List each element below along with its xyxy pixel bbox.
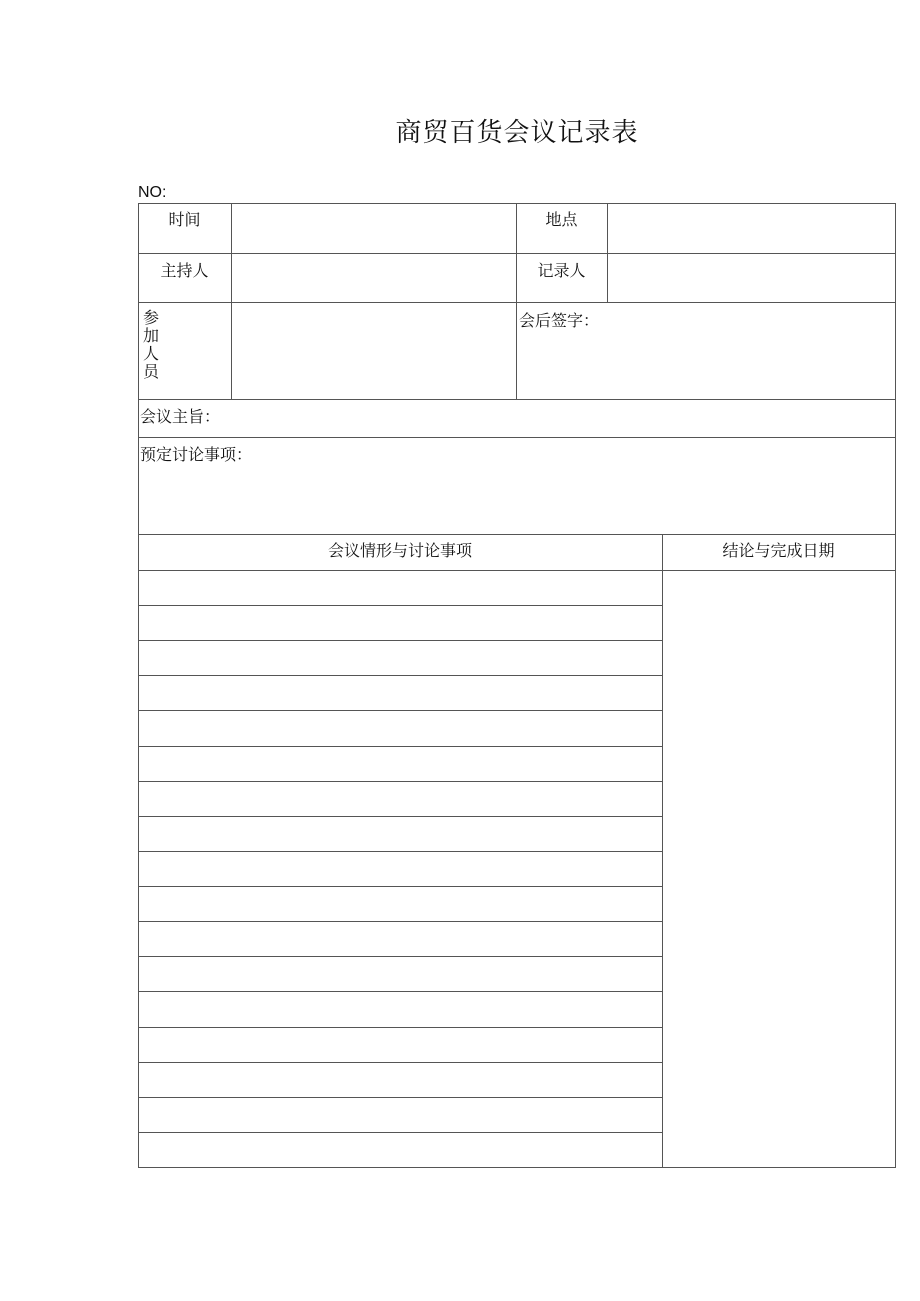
discussion-row-divider <box>138 746 663 747</box>
discussion-row-divider <box>138 640 663 641</box>
discussion-row-divider <box>138 816 663 817</box>
table-left-border <box>138 203 139 1168</box>
agenda-label: 预定讨论事项： <box>140 445 253 464</box>
row-divider <box>138 437 896 438</box>
col-divider <box>607 203 608 303</box>
discussion-row-divider <box>138 921 663 922</box>
discussion-row-divider <box>138 991 663 992</box>
col-divider <box>231 203 232 400</box>
row-divider <box>138 399 896 400</box>
discussion-row-divider <box>138 1062 663 1063</box>
row-divider <box>138 253 896 254</box>
attendees-char: 加 <box>143 326 160 345</box>
host-label: 主持人 <box>160 261 209 280</box>
record-number-label: NO: <box>138 184 167 201</box>
row-divider <box>138 570 896 571</box>
purpose-label: 会议主旨： <box>140 407 221 426</box>
place-label: 地点 <box>545 210 578 229</box>
time-label: 时间 <box>168 210 201 229</box>
discussion-column-header: 会议情形与讨论事项 <box>327 541 472 560</box>
attendees-label <box>143 309 163 381</box>
row-divider <box>138 534 896 535</box>
row-divider <box>138 302 896 303</box>
page-title: 商贸百货会议记录表 <box>395 118 639 148</box>
table-right-border <box>895 203 896 1168</box>
table-bottom-border <box>138 1167 896 1168</box>
discussion-row-divider <box>138 675 663 676</box>
discussion-row-divider <box>138 605 663 606</box>
discussion-row-divider <box>138 1132 663 1133</box>
recorder-label: 记录人 <box>537 261 586 280</box>
discussion-row-divider <box>138 886 663 887</box>
signature-label: 会后签字： <box>519 311 600 330</box>
discussion-row-divider <box>138 1027 663 1028</box>
table-top-border <box>138 203 896 204</box>
attendees-char: 人 <box>143 344 160 363</box>
col-divider <box>516 203 517 400</box>
attendees-char: 参 <box>143 308 160 327</box>
attendees-char: 员 <box>143 362 160 381</box>
discussion-row-divider <box>138 956 663 957</box>
discussion-row-divider <box>138 781 663 782</box>
discussion-row-divider <box>138 1097 663 1098</box>
discussion-row-divider <box>138 710 663 711</box>
discussion-row-divider <box>138 851 663 852</box>
conclusion-column-header: 结论与完成日期 <box>722 541 835 560</box>
